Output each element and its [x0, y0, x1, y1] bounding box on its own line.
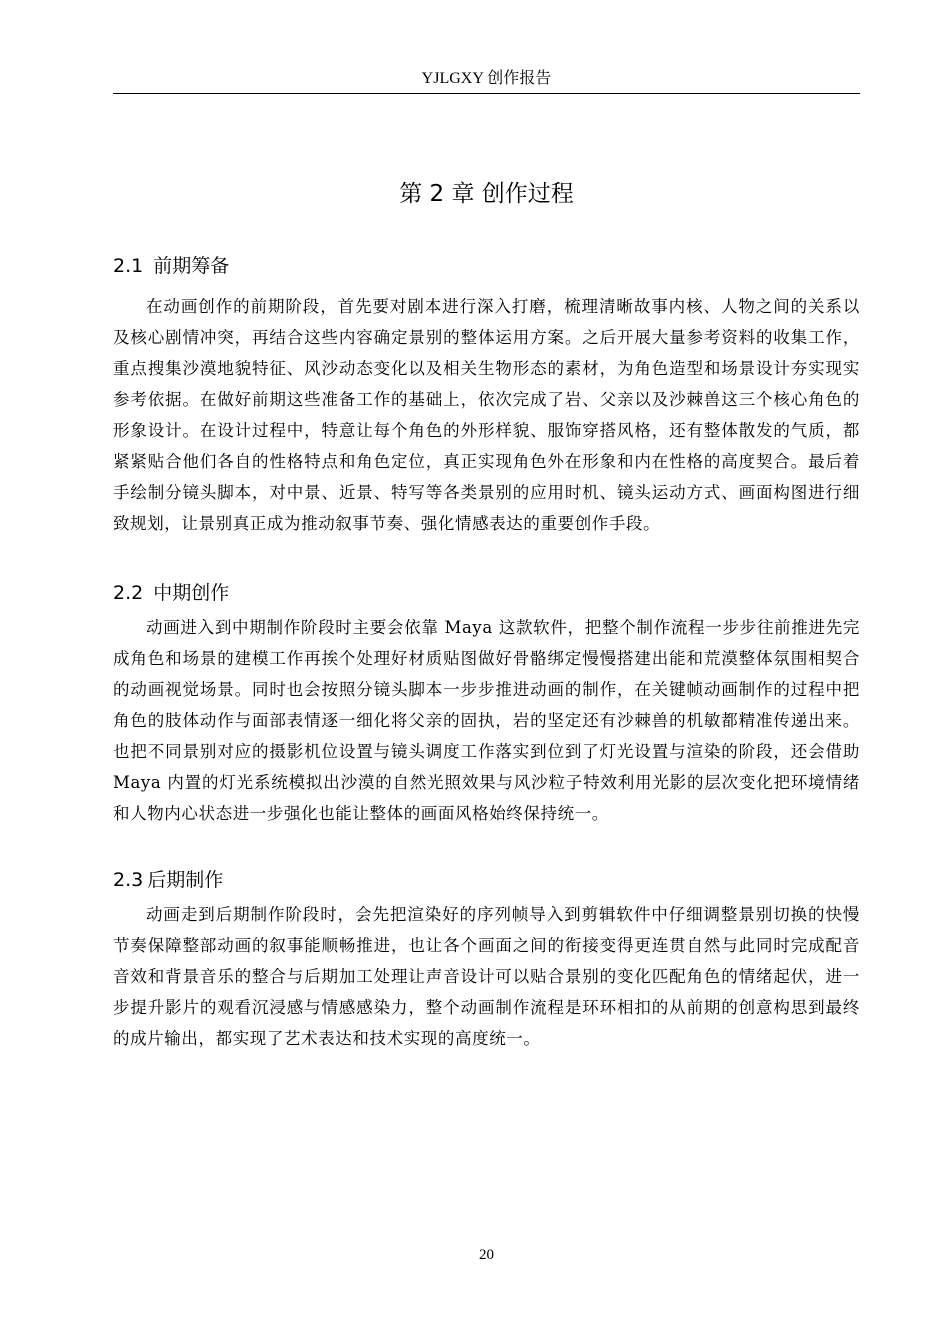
- chapter-title: 第 2 章 创作过程: [399, 181, 574, 207]
- section-heading-2-1: [113, 253, 229, 279]
- section-paragraph-2-1: 在动画创作的前期阶段，首先要对剧本进行深入打磨，梳理清晰故事内核、人物之间的关系以及核心剧情冲突，再结合这些内容确定景别的整体运用方案。之后开展大量参考资料的收集工作，重点搜集沙漠地貌特征、风沙动态变化以及相关生物形态的素材，为角色造型和场景设计夯实现实参考依据。在做好前期这些准备工作的基础上，依次完成了岩、父亲以及沙棘兽这三个核心角色的形象设计。在设计过程中，特意让每个角色的外形样貌、服饰穿搭风格，还有整体散发的气质，都紧紧贴合他们各自的性格特点和角色定位，真正实现角色外在形象和内在性格的高度契合。最后着手绘制分镜头脚本，对中景、近景、特写等各类景别的应用时机、镜头运动方式、画面构图进行细致规划，让景别真正成为推动叙事节奏、强化情感表达的重要创作手段。: [113, 297, 860, 533]
- section-heading-2-2: [113, 580, 229, 606]
- section-title: 前期筹备: [153, 255, 230, 277]
- running-header: YJLGXY 创作报告: [421, 70, 552, 87]
- page-number: 20: [479, 1247, 494, 1263]
- section-heading-2-3: [113, 867, 223, 893]
- header-rule: [113, 93, 860, 94]
- section-paragraph-2-2: 动画进入到中期制作阶段时主要会依靠 Maya 这款软件，把整个制作流程一步步往前推进先完成角色和场景的建模工作再挨个处理好材质贴图做好骨骼绑定慢慢搭建出能和荒漠整体氛围相契合的动画视觉场景。同时也会按照分镜头脚本一步步推进动画的制作，在关键帧动画制作的过程中把角色的肢体动作与面部表情逐一细化将父亲的固执，岩的坚定还有沙棘兽的机敏都精准传递出来。也把不同景别对应的摄影机位设置与镜头调度工作落实到位到了灯光设置与渲染的阶段，还会借助 Maya 内置的灯光系统模拟出沙漠的自然光照效果与风沙粒子特效利用光影的层次变化把环境情绪和人物内心状态进一步强化也能让整体的画面风格始终保持统一。: [113, 618, 860, 823]
- section-paragraph-2-3: 动画走到后期制作阶段时，会先把渲染好的序列帧导入到剪辑软件中仔细调整景别切换的快慢节奏保障整部动画的叙事能顺畅推进，也让各个画面之间的衔接变得更连贯自然与此同时完成配音音效和背景音乐的整合与后期加工处理让声音设计可以贴合景别的变化匹配角色的情绪起伏，进一步提升影片的观看沉浸感与情感感染力，整个动画制作流程是环环相扣的从前期的创意构思到最终的成片输出，都实现了艺术表达和技术实现的高度统一。: [113, 905, 860, 1048]
- section-title: 中期创作: [153, 582, 230, 604]
- section-number: 2.2: [113, 582, 144, 604]
- section-number: 2.3: [113, 869, 144, 891]
- section-title: 后期制作: [147, 869, 224, 891]
- section-number: 2.1: [113, 255, 144, 277]
